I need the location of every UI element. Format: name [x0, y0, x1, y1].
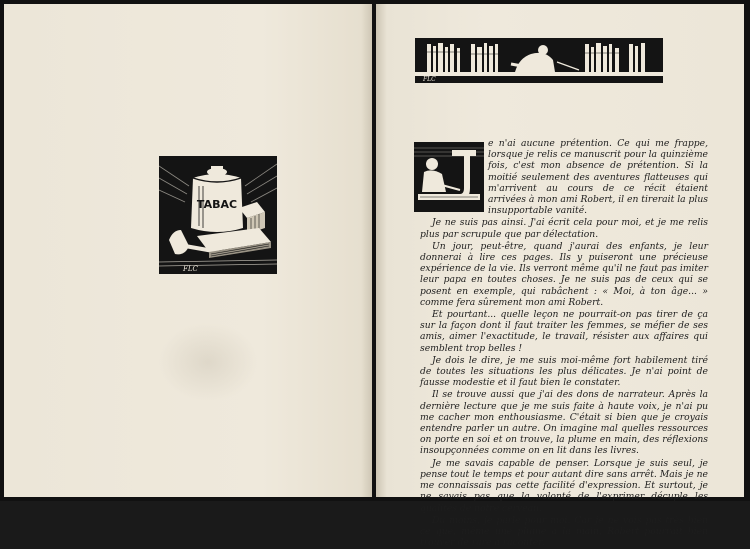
paragraph-6: Il se trouve aussi que j'ai des dons de narrateur. Après la dernière lecture que je me suis faite à haute voix, je n'ai pu me cacher mon enthousiasme. C'était si bien que je croyais entendre parler un autre. On imagine mal quelles ressources on porte en soi et on trouve, la plume en main, des réflexions insoupçonnées comme on en lit dans les livres.	[420, 389, 708, 457]
paragraph-2: Je ne suis pas ainsi. J'ai écrit cela pour moi, et je me relis plus par scrupule que par délectation.	[420, 217, 708, 240]
paragraph-1: e n'ai aucune prétention. Ce qui me frappe, lorsque je relis ce manuscrit pour la quinzième fois, c'est mon absence de prétention. Si la moitié seulement des aventures flatteuses qui m'arrivent au cours de ce récit étaient arrivées à mon ami Robert, il en tirerait la plus insupportable vanité.	[488, 138, 708, 217]
banner-illustration	[415, 38, 663, 83]
paragraph-8: Du moins, je parle pour moi. Car je ne vois pas très bien ce que, même une plume à la main, Robert pourrait bien trouver de rare à raconter.	[420, 514, 708, 549]
paragraph-3: Un jour, peut-être, quand j'aurai des enfants, je leur donnerai à lire ces pages. Ils y puiseront une précieuse expérience de la vie. Ils verront même qu'il ne faut pas imiter leur papa en toutes choses. Je ne suis pas de ceux qui se posent en exemple, qui rabâchent : « Moi, à ton âge... » comme fera sûrement mon ami Robert.	[420, 240, 708, 308]
monogram-tabac: FLC	[183, 265, 198, 273]
paragraph-5: Je dois le dire, je me suis moi-même fort habilement tiré de toutes les situations les plus délicates. Je n'ai point de fausse modestie et il faut bien le constater.	[420, 354, 708, 389]
dropcap-j-illustration	[414, 142, 484, 212]
tabac-label: TABAC	[196, 198, 238, 211]
show-through-illustration	[158, 322, 258, 402]
paragraph-4: Et pourtant... quelle leçon ne pourrait-on pas tirer de ça sur la façon dont il faut traiter les femmes, se méfier de ses amis, aimer l'exactitude, le travail, résister aux affaires qui semblent trop belles !	[420, 309, 708, 354]
tabac-jar-illustration	[159, 156, 277, 274]
monogram-banner: FLC	[423, 76, 436, 83]
paragraph-7: Je me savais capable de penser. Lorsque je suis seul, je pense tout le temps et pour autant dire sans arrêt. Mais je ne me connaissais pas cette facilité d'expression. Et surtout, je ne savais pas que la volonté de l'exprimer décuple les qualités de notre cerveau.	[420, 457, 708, 514]
